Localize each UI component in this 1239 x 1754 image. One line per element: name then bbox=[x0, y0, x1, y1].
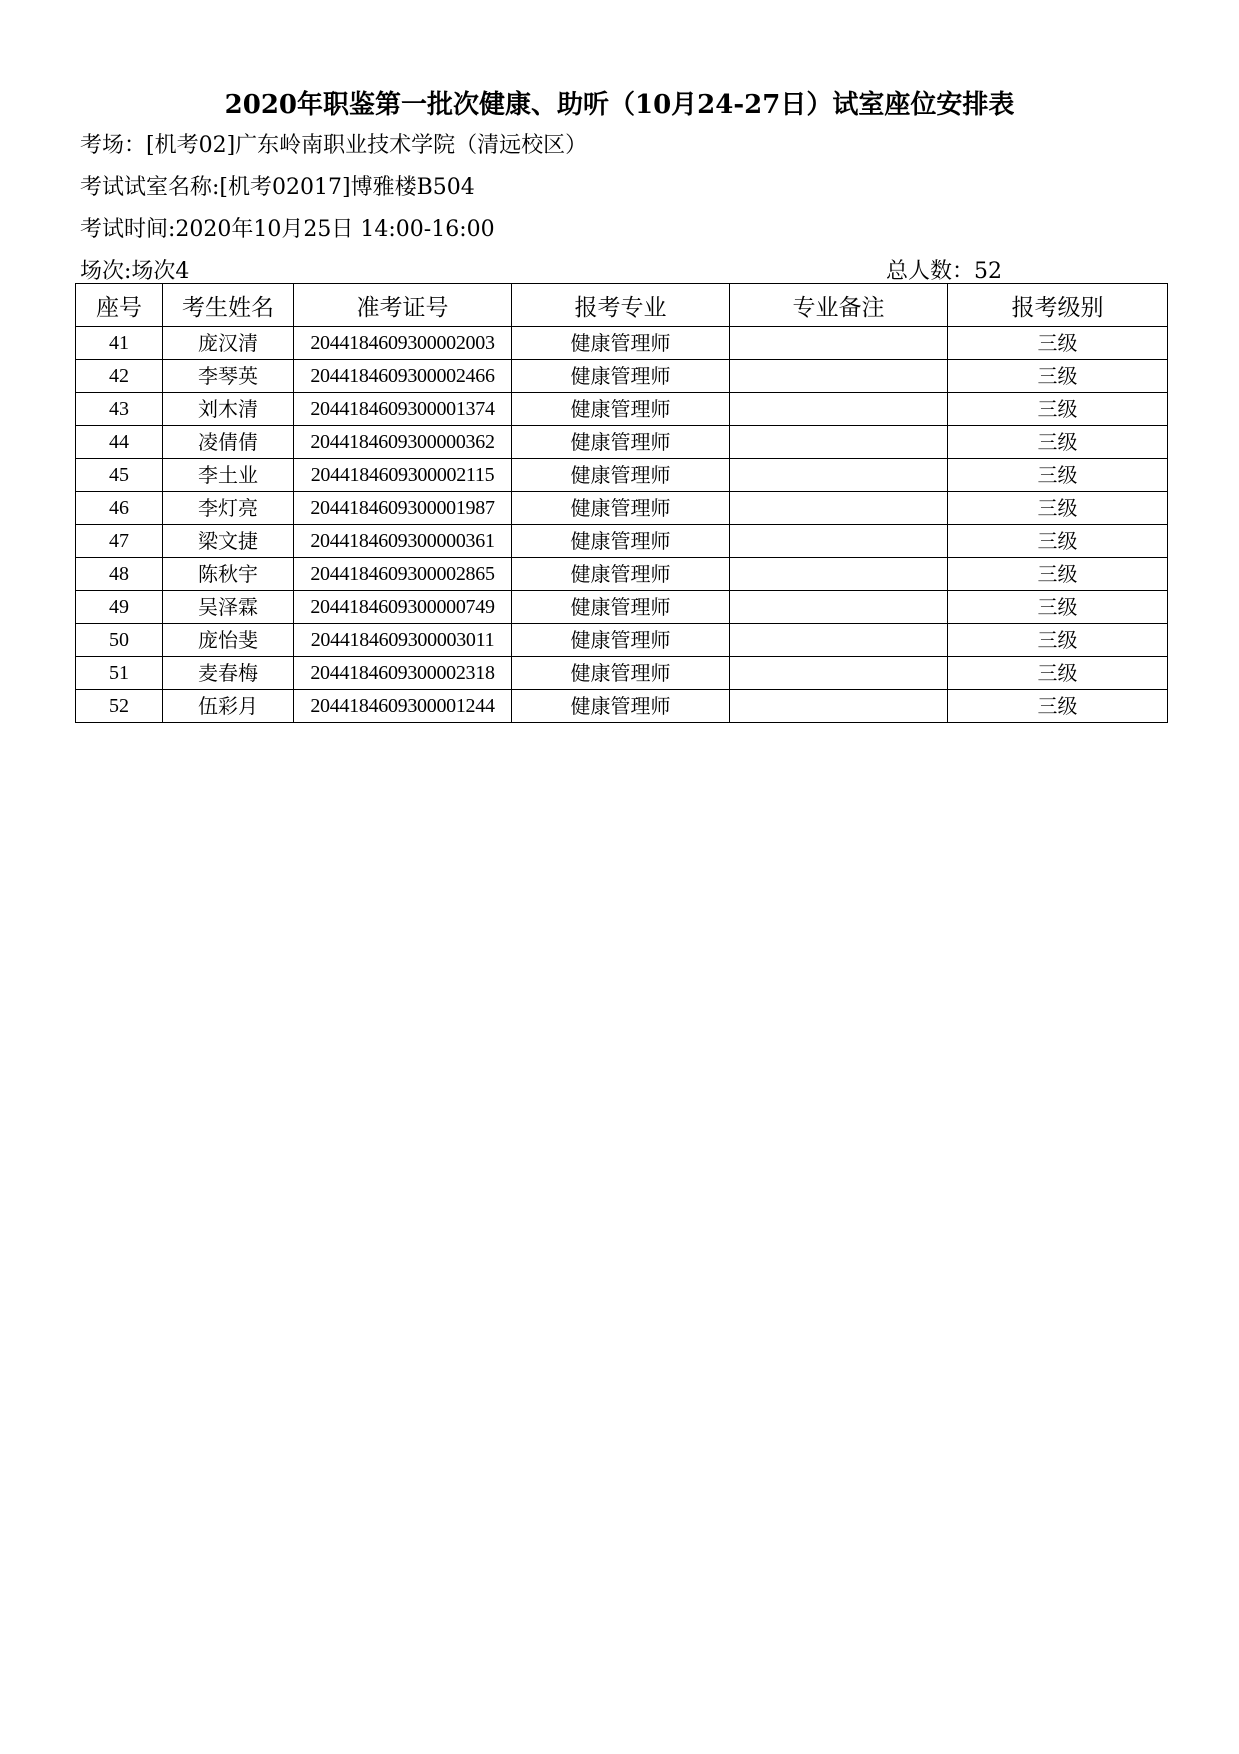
cell-level: 三级 bbox=[948, 393, 1168, 426]
cell-name: 伍彩月 bbox=[163, 690, 294, 723]
cell-level: 三级 bbox=[948, 459, 1168, 492]
cell-major-note bbox=[730, 690, 948, 723]
cell-level: 三级 bbox=[948, 624, 1168, 657]
cell-exam-id: 2044184609300001374 bbox=[294, 393, 512, 426]
cell-major-note bbox=[730, 393, 948, 426]
header-major-note: 专业备注 bbox=[730, 284, 948, 327]
cell-exam-id: 2044184609300002115 bbox=[294, 459, 512, 492]
cell-major-note bbox=[730, 558, 948, 591]
cell-major: 健康管理师 bbox=[512, 360, 730, 393]
cell-major: 健康管理师 bbox=[512, 327, 730, 360]
cell-seat: 41 bbox=[76, 327, 163, 360]
cell-name: 庞怡斐 bbox=[163, 624, 294, 657]
cell-seat: 42 bbox=[76, 360, 163, 393]
table-row bbox=[76, 624, 1168, 657]
cell-name: 吴泽霖 bbox=[163, 591, 294, 624]
cell-exam-id: 2044184609300002466 bbox=[294, 360, 512, 393]
page-title: 2020年职鉴第一批次健康、助听（10月24-27日）试室座位安排表 bbox=[224, 90, 1015, 120]
cell-name: 陈秋宇 bbox=[163, 558, 294, 591]
cell-major-note bbox=[730, 624, 948, 657]
exam-room: 考试试室名称:[机考02017]博雅楼B504 bbox=[80, 175, 475, 200]
cell-major: 健康管理师 bbox=[512, 525, 730, 558]
cell-name: 梁文捷 bbox=[163, 525, 294, 558]
cell-seat: 48 bbox=[76, 558, 163, 591]
exam-venue: 考场：[机考02]广东岭南职业技术学院（清远校区） bbox=[80, 133, 588, 158]
table-header-row bbox=[76, 284, 1168, 327]
header-major: 报考专业 bbox=[512, 284, 730, 327]
cell-major-note bbox=[730, 459, 948, 492]
header-exam-id: 准考证号 bbox=[294, 284, 512, 327]
cell-exam-id: 2044184609300000362 bbox=[294, 426, 512, 459]
cell-seat: 49 bbox=[76, 591, 163, 624]
cell-seat: 52 bbox=[76, 690, 163, 723]
cell-seat: 45 bbox=[76, 459, 163, 492]
cell-level: 三级 bbox=[948, 327, 1168, 360]
header-seat: 座号 bbox=[76, 284, 163, 327]
exam-time: 考试时间:2020年10月25日 14:00-16:00 bbox=[80, 217, 495, 242]
table-row bbox=[76, 492, 1168, 525]
cell-name: 李灯亮 bbox=[163, 492, 294, 525]
cell-major-note bbox=[730, 426, 948, 459]
cell-major-note bbox=[730, 492, 948, 525]
cell-major-note bbox=[730, 360, 948, 393]
total-count: 总人数：52 bbox=[886, 259, 1002, 284]
table-row bbox=[76, 657, 1168, 690]
table-row bbox=[76, 327, 1168, 360]
cell-major: 健康管理师 bbox=[512, 690, 730, 723]
cell-level: 三级 bbox=[948, 657, 1168, 690]
table-row bbox=[76, 690, 1168, 723]
cell-seat: 43 bbox=[76, 393, 163, 426]
cell-level: 三级 bbox=[948, 591, 1168, 624]
cell-seat: 50 bbox=[76, 624, 163, 657]
table-row bbox=[76, 525, 1168, 558]
cell-major: 健康管理师 bbox=[512, 492, 730, 525]
cell-seat: 51 bbox=[76, 657, 163, 690]
cell-exam-id: 2044184609300003011 bbox=[294, 624, 512, 657]
header-name: 考生姓名 bbox=[163, 284, 294, 327]
cell-major: 健康管理师 bbox=[512, 558, 730, 591]
cell-seat: 44 bbox=[76, 426, 163, 459]
cell-seat: 46 bbox=[76, 492, 163, 525]
cell-major: 健康管理师 bbox=[512, 459, 730, 492]
cell-name: 李土业 bbox=[163, 459, 294, 492]
cell-name: 李琴英 bbox=[163, 360, 294, 393]
cell-major-note bbox=[730, 591, 948, 624]
table-row bbox=[76, 591, 1168, 624]
table-row bbox=[76, 459, 1168, 492]
cell-name: 庞汉清 bbox=[163, 327, 294, 360]
cell-exam-id: 2044184609300001987 bbox=[294, 492, 512, 525]
cell-level: 三级 bbox=[948, 690, 1168, 723]
cell-major: 健康管理师 bbox=[512, 657, 730, 690]
cell-major-note bbox=[730, 525, 948, 558]
cell-exam-id: 2044184609300002865 bbox=[294, 558, 512, 591]
table-row bbox=[76, 426, 1168, 459]
cell-major-note bbox=[730, 327, 948, 360]
cell-level: 三级 bbox=[948, 558, 1168, 591]
cell-exam-id: 2044184609300000361 bbox=[294, 525, 512, 558]
cell-level: 三级 bbox=[948, 360, 1168, 393]
seating-table bbox=[75, 283, 1168, 723]
exam-session: 场次:场次4 bbox=[80, 259, 190, 284]
cell-exam-id: 2044184609300002003 bbox=[294, 327, 512, 360]
cell-major: 健康管理师 bbox=[512, 624, 730, 657]
cell-major: 健康管理师 bbox=[512, 591, 730, 624]
header-level: 报考级别 bbox=[948, 284, 1168, 327]
cell-name: 凌倩倩 bbox=[163, 426, 294, 459]
cell-exam-id: 2044184609300002318 bbox=[294, 657, 512, 690]
cell-name: 刘木清 bbox=[163, 393, 294, 426]
cell-exam-id: 2044184609300000749 bbox=[294, 591, 512, 624]
cell-exam-id: 2044184609300001244 bbox=[294, 690, 512, 723]
cell-level: 三级 bbox=[948, 492, 1168, 525]
cell-level: 三级 bbox=[948, 426, 1168, 459]
cell-major: 健康管理师 bbox=[512, 393, 730, 426]
cell-name: 麦春梅 bbox=[163, 657, 294, 690]
cell-major-note bbox=[730, 657, 948, 690]
table-row bbox=[76, 393, 1168, 426]
cell-major: 健康管理师 bbox=[512, 426, 730, 459]
table-row bbox=[76, 558, 1168, 591]
cell-level: 三级 bbox=[948, 525, 1168, 558]
table-row bbox=[76, 360, 1168, 393]
cell-seat: 47 bbox=[76, 525, 163, 558]
